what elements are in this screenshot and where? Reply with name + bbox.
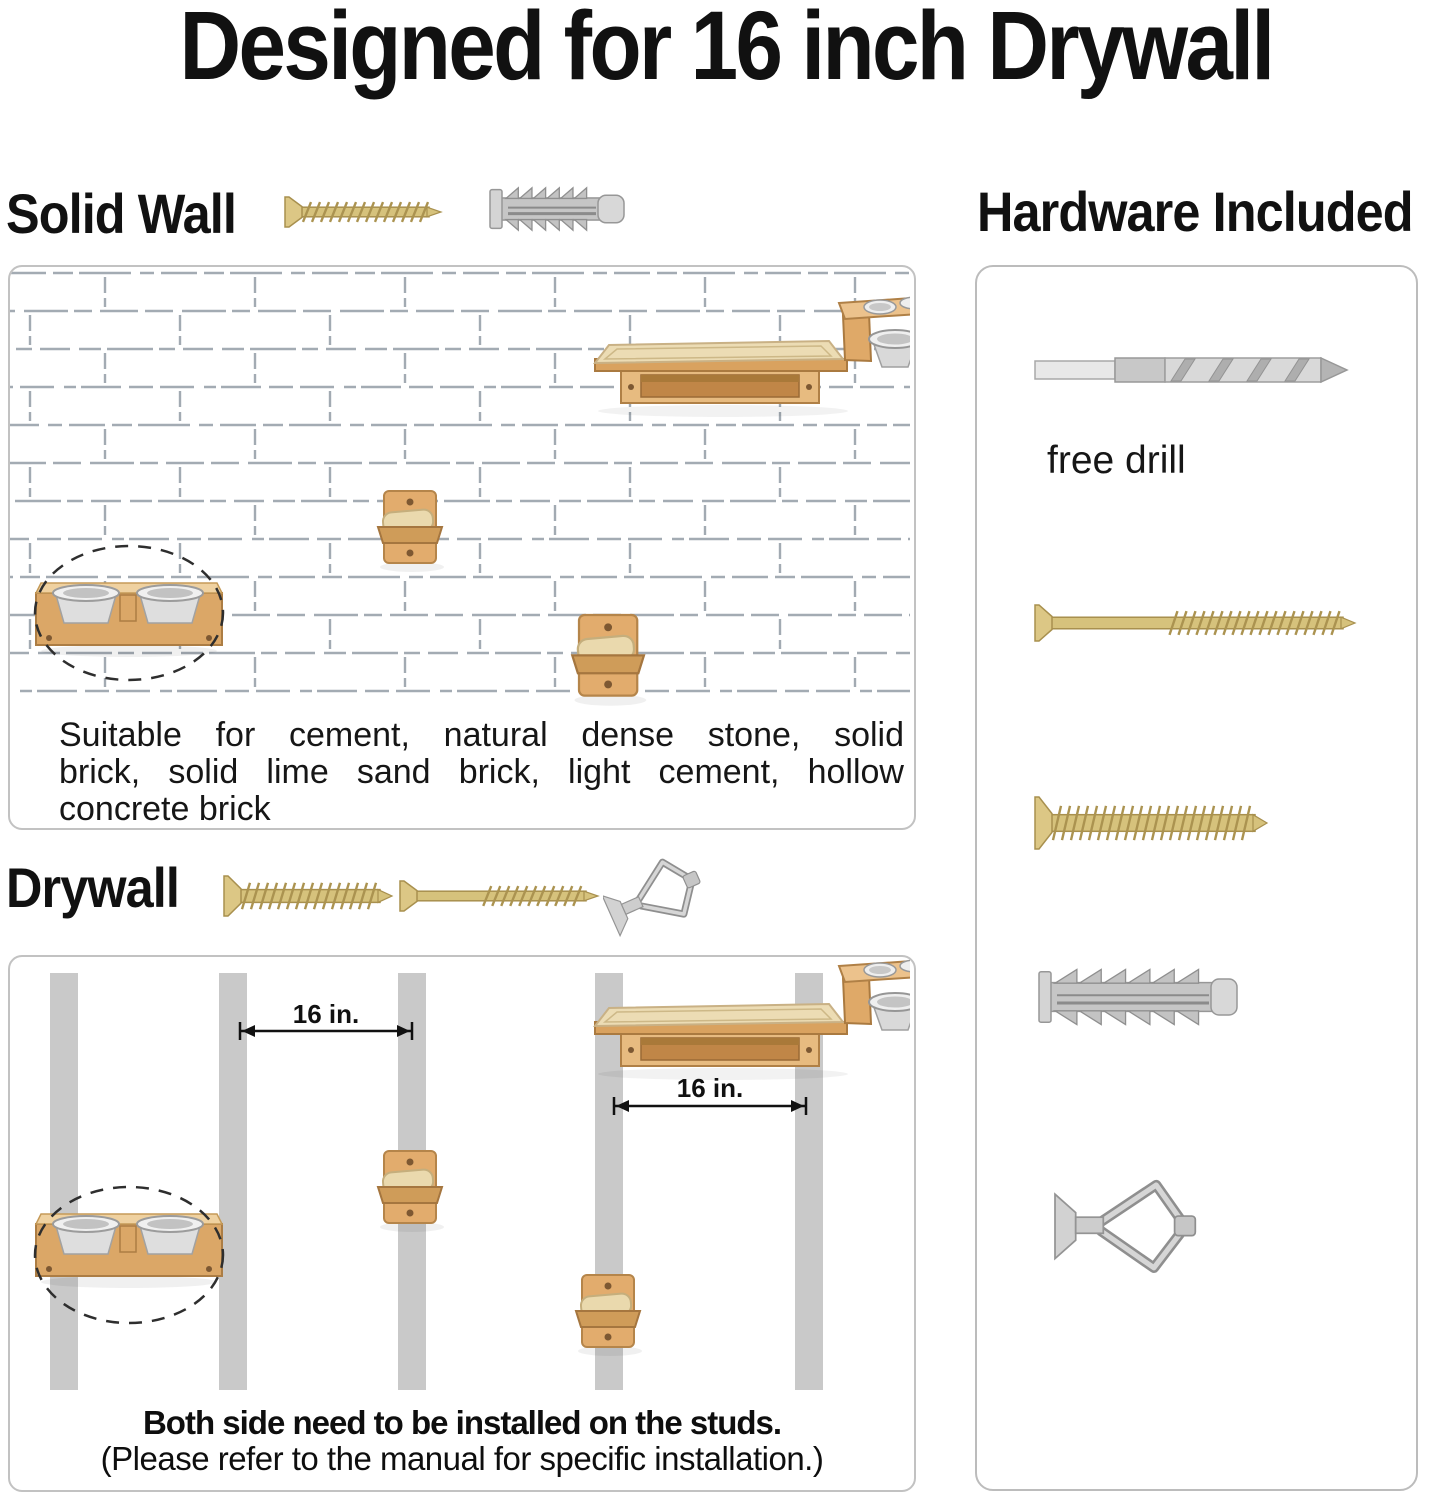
long-wood-screw xyxy=(1035,605,1355,641)
expansion-anchor xyxy=(1039,969,1237,1024)
install-note-detail: (Please refer to the manual for specific installation.) xyxy=(100,1440,824,1477)
expansion-anchor xyxy=(490,188,624,230)
expansion-anchor-icon xyxy=(488,183,630,235)
drywall-heading-text: Drywall xyxy=(6,856,179,919)
wall-stud xyxy=(50,973,78,1390)
description-line: Suitable for cement, natural dense stone, solid xyxy=(59,716,904,754)
drywall-panel xyxy=(8,955,916,1492)
wall-step xyxy=(378,1151,444,1232)
solid-wall-heading xyxy=(6,181,261,246)
solid-wall-description xyxy=(59,717,904,828)
solid-wall-panel xyxy=(8,265,916,830)
description-line: concrete brick xyxy=(59,790,271,828)
wood-screw-icon xyxy=(222,871,398,923)
pet-bowl-feeder xyxy=(36,1214,222,1288)
stud-spacing-label-1: 16 in. xyxy=(292,999,360,1029)
cat-shelf-with-bowls xyxy=(595,960,910,1080)
hardware-included-heading-text: Hardware Included xyxy=(977,180,1413,243)
page-title xyxy=(0,0,1452,102)
cat-shelf-with-bowls xyxy=(595,297,910,417)
stud-spacing-label-2: 16 in. xyxy=(676,1073,744,1103)
drywall-heading xyxy=(6,855,198,920)
wall-stud xyxy=(219,973,247,1390)
pet-bowl-feeder xyxy=(36,583,222,657)
solid-wall-heading-text: Solid Wall xyxy=(6,182,236,245)
wood-screw xyxy=(1035,797,1267,849)
wood-screw xyxy=(224,876,392,916)
toggle-anchor xyxy=(603,851,710,941)
masonry-drill-bit xyxy=(1035,358,1347,382)
toggle-anchor xyxy=(1055,1185,1195,1268)
free-drill-label: free drill xyxy=(1047,439,1186,482)
toggle-anchor-icon xyxy=(603,838,713,948)
long-wood-screw-icon xyxy=(398,876,604,916)
page-title-text: Designed for 16 inch Drywall xyxy=(179,0,1273,100)
wood-screw-icon xyxy=(283,189,449,235)
hardware-included-heading xyxy=(977,179,1452,244)
wood-screw xyxy=(285,197,441,227)
wood-screw xyxy=(400,881,598,911)
hardware-included-panel xyxy=(975,265,1418,1491)
wall-step xyxy=(576,1275,642,1356)
description-line: brick, solid lime sand brick, light cement, hollow xyxy=(59,753,904,791)
wall-step xyxy=(378,491,444,572)
install-note-bold: Both side need to be installed on the studs. xyxy=(142,1404,782,1441)
hardware-items-illustration xyxy=(977,267,1412,1485)
wall-step xyxy=(572,615,646,706)
